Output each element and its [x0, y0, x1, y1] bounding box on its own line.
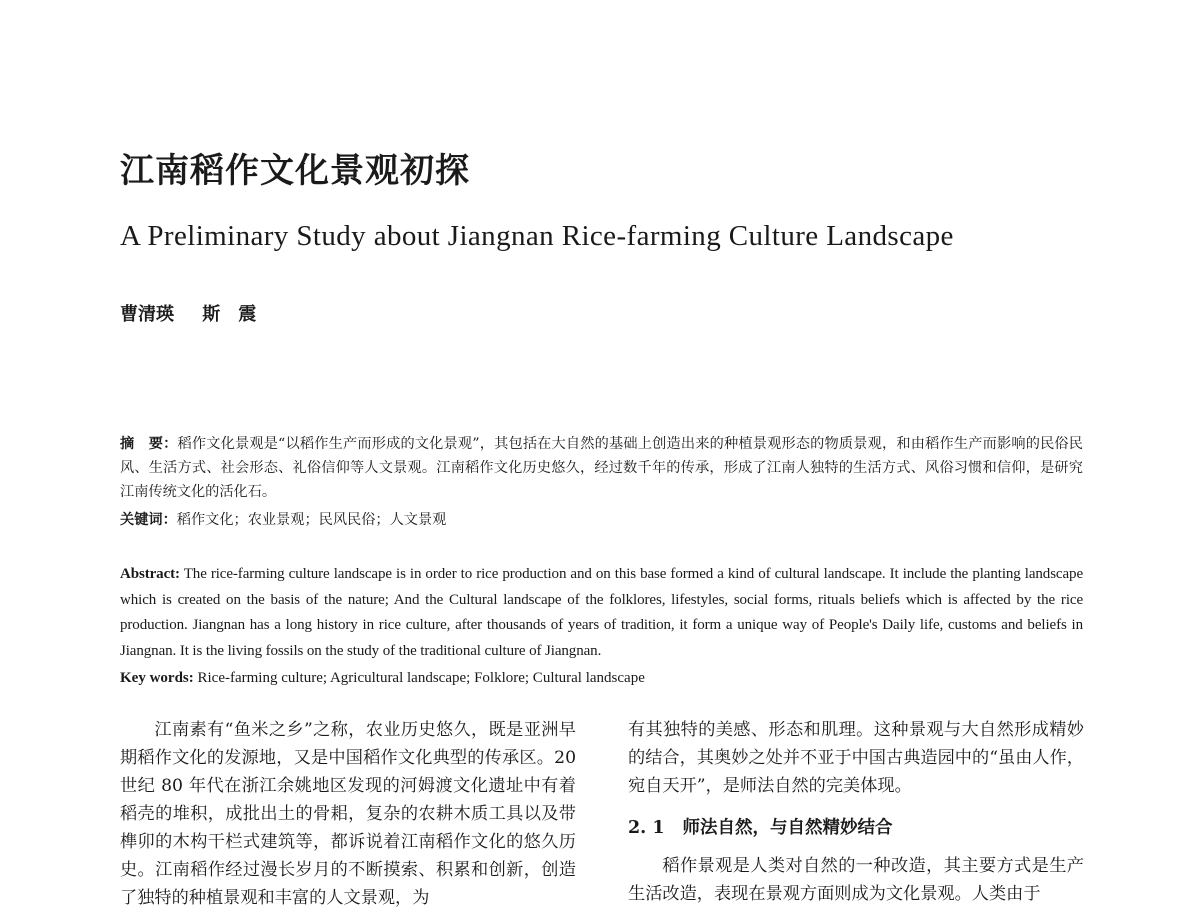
keywords-label-english: Key words:: [120, 670, 194, 686]
paper-title-english: A Preliminary Study about Jiangnan Rice-farming Culture Landscape: [120, 220, 954, 252]
paper-title-chinese: 江南稻作文化景观初探: [120, 151, 470, 191]
keywords-label-chinese: 关键词：: [120, 512, 177, 528]
section-number: 2. 1: [628, 818, 665, 838]
abstract-english: [120, 562, 1083, 664]
section-heading: [628, 814, 1084, 842]
body-paragraph: 有其独特的美感、形态和肌理。这种景观与大自然形成精妙的结合，其奥妙之处并不亚于中国古典造园中的“虽由人作，宛自天开”，是师法自然的完美体现。: [628, 720, 1084, 796]
keywords-chinese: [120, 508, 446, 532]
abstract-text-chinese: 稻作文化景观是“以稻作生产而形成的文化景观”，其包括在大自然的基础上创造出来的种植景观形态的物质景观，和由稻作生产而影响的民俗民风、生活方式、社会形态、礼俗信仰等人文景观。江南稻作文化历史悠久，经过数千年的传承，形成了江南人独特的生活方式、风俗习惯和信仰，是研究江南传统文化的活化石。: [120, 436, 1083, 500]
keywords-text-english: Rice-farming culture; Agricultural landscape; Folklore; Cultural landscape: [193, 670, 645, 686]
body-column-right: [628, 716, 1084, 908]
keywords-english: [120, 666, 645, 691]
abstract-chinese: [120, 432, 1083, 504]
abstract-label-english: Abstract:: [120, 566, 180, 582]
body-paragraph: 江南素有“鱼米之乡”之称，农业历史悠久，既是亚洲早期稻作文化的发源地，又是中国稻作文化典型的传承区。20 世纪 80 年代在浙江余姚地区发现的河姆渡文化遗址中有着稻壳的堆积，成批出土的骨耜，复杂的农耕木质工具以及带榫卯的木构干栏式建筑等，都诉说着江南稻作文化的悠久历史。江南稻作经过漫长岁月的不断摸索、积累和创新，创造了独特的种植景观和丰富的人文景观，为: [120, 720, 576, 908]
author-name: 曹清瑛: [120, 304, 174, 325]
author-name: 斯 震: [202, 304, 257, 325]
section-title: 师法自然，与自然精妙结合: [682, 818, 893, 838]
author-list: [120, 300, 278, 326]
abstract-text-english: The rice-farming culture landscape is in order to rice production and on this base formed a kind of cultural landscape. It include the planting landscape which is created on the basis of the nature; And the Cultural landscape of the folklores, lifestyles, social forms, rituals beliefs which is affected by the rice production. Jiangnan has a long history in rice culture, after thousands of years of tradition, it form a unique way of People's Daily life, customs and beliefs in Jiangnan. It is the living fossils on the study of the traditional culture of Jiangnan.: [120, 566, 1083, 659]
body-paragraph: 稻作景观是人类对自然的一种改造，其主要方式是生产生活改造，表现在景观方面则成为文化景观。人类由于: [628, 856, 1084, 904]
abstract-label-chinese: 摘 要：: [120, 436, 178, 452]
keywords-text-chinese: 稻作文化；农业景观；民风民俗；人文景观: [176, 512, 447, 528]
body-column-left: [120, 716, 576, 912]
